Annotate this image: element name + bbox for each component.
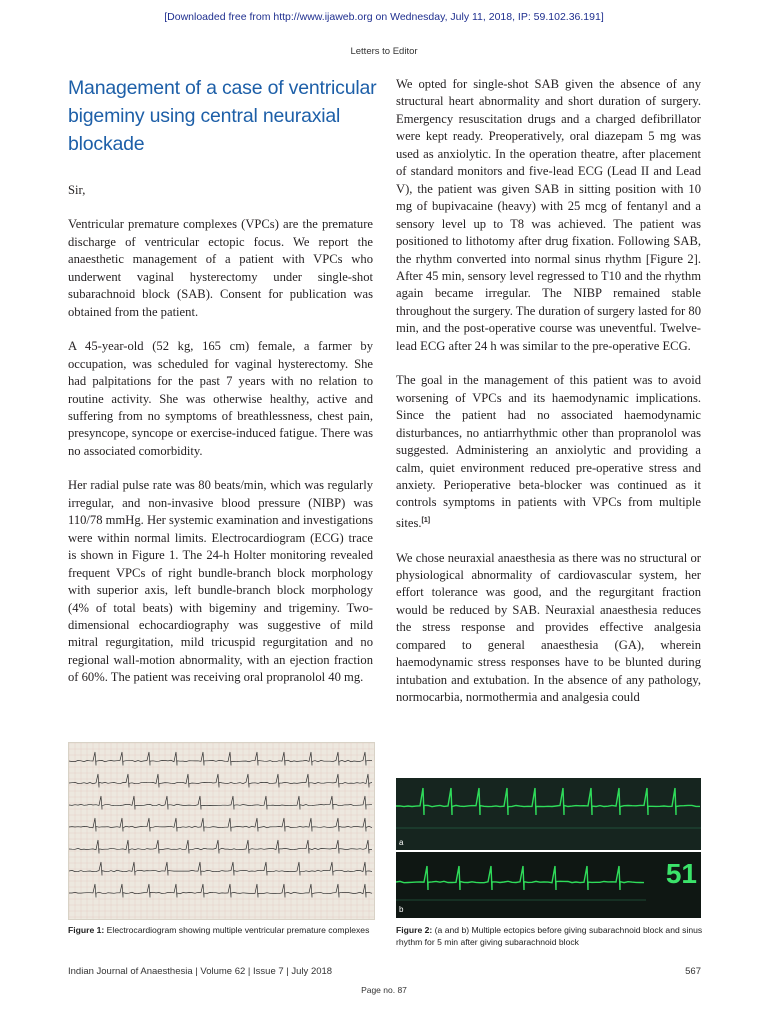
figure-2-caption-label: Figure 2: [396,925,433,935]
ecg-lead-trace [69,862,372,876]
paragraph-management: We opted for single-shot SAB given the absence of any structural heart abnormality and short duration of surgery. Emergency resuscitation drugs and a charged defibrillator were kept ready. Preoperatively, oral diazepam 5 mg was used as anxiolytic. In the operation theatre, after placement of standard monitors and five-lead ECG (Lead II and Lead V), the patient was given SAB in sitting position with 10 mg of bupivacaine (heavy) with 25 mcg of fentanyl and a sensory level up to T8 was achieved. The patient was positioned to lithotomy after drug fixation. Following SAB, the rhythm converted into normal sinus rhythm [Figure 2]. After 45 min, sensory level regressed to T10 and the rhythm again became irregular. The NIBP remained stable throughout the surgery. The duration of surgery lasted for 80 min, and the post-operative course was uneventful. Twelve-lead ECG after 24 h was similar to the pre-operative ECG. [396,77,701,353]
right-column [396,76,701,724]
ecg-lead-trace [69,774,372,788]
ecg-lead-trace [69,796,372,810]
panel-b-label: b [399,905,404,914]
paragraph-exam: Her radial pulse rate was 80 beats/min, which was regularly irregular, and non-invasive blood pressure (NIBP) was 110/78 mmHg. Her systemic examination and investigations were within normal limits. Electrocardiogram (ECG) trace is shown in Figure 1. The 24-h Holter monitoring revealed frequent VPCs of right bundle-branch block morphology with superior axis, left bundle-branch block morphology (4% of total beats) with bigeminy and trigeminy. Two-dimensional echocardiography was suggestive of mild mitral regurgitation, mild tricuspid regurgitation and no regional wall-motion abnormality, with an ejection fraction of 60%. The patient was receiving oral propranolol 40 mg. [68,478,373,685]
monitor-trace-b [396,852,701,918]
download-notice: [Downloaded free from http://www.ijaweb.org on Wednesday, July 11, 2018, IP: 59.102.36.191] [164,11,604,23]
page-number: 567 [685,966,701,977]
page-no-label: Page no. 87 [361,985,407,995]
figure-2a-monitor-image [396,778,701,850]
figure-1-caption-label: Figure 1: [68,925,105,935]
figure-1-caption [68,925,373,937]
paragraph-goal-text: The goal in the management of this patient was to avoid worsening of VPCs and its haemodynamic implications. Since the patient had no associated haemodynamic disturbances, no antiarrhythmic other than propranolol was suggested. Administering an anxiolytic and providing a calm, quiet environment reduced pre-operative stress and anxiety. Perioperative beta-blocker was continued as it controls symptoms in patients with VPCs from multiple sites. [396,373,701,531]
monitor-screen [396,852,701,918]
figure-2b-monitor-image [396,852,701,918]
figure-1-caption-text: Electrocardiogram showing multiple ventricular premature complexes [104,925,370,935]
reference-1[interactable]: [1] [421,516,431,524]
ecg-lead-trace [69,818,372,832]
monitor-trace-a [396,778,701,850]
journal-citation: Indian Journal of Anaesthesia | Volume 62 | Issue 7 | July 2018 [68,966,333,977]
monitor-screen [396,778,701,850]
paragraph-case: A 45-year-old (52 kg, 165 cm) female, a farmer by occupation, was scheduled for vaginal hysterectomy. She had palpitations for the past 7 years with no relation to routine activity. She was otherwise healthy, active and suffering from no symptoms of breathlessness, chest pain, presyncope, syncope or exercise-induced fatigue. There was no associated comorbidity. [68,339,373,458]
paragraph-goal [396,372,701,532]
ecg-lead-trace [69,752,372,766]
paragraph-neuraxial: We chose neuraxial anaesthesia as there was no structural or physiological abnormality of cardiovascular system, her effort tolerance was good, and the regurgitant fraction would be reduced by SAB. Neuraxial anaesthesia reduces the stress response and provides effective analgesia compared to general anaesthesia (GA), wherein haemodynamic stress responses have to be blunted during intubation and extubation. In the absence of any pathology, normocarbia, normothermia and analgesia could [396,550,701,705]
left-column [68,182,373,704]
ecg-lead-trace [69,884,372,898]
ecg-lead-trace [69,840,372,854]
journal-footer [68,966,701,977]
article-title: Management of a case of ventricular bigeminy using central neuraxial blockade [68,77,377,155]
figure-1-ecg-image [68,742,375,920]
salutation: Sir, [68,183,86,197]
paragraph-intro: Ventricular premature complexes (VPCs) are the premature discharge of ventricular ectopic focus. We report the anaesthetic management of a patient with VPCs who underwent vaginal hysterectomy under single-shot subarachnoid block (SAB). Consent for publication was obtained from the patient. [68,217,373,319]
monitor-heart-rate-value: 51 [665,858,697,889]
ecg-paper-graphic [69,743,374,919]
figure-2-caption-text: (a and b) Multiple ectopics before giving subarachnoid block and sinus rhythm for 5 min after giving subarachnoid block [396,925,703,947]
panel-a-label: a [399,838,404,847]
section-label: Letters to Editor [350,46,418,57]
figure-2-caption [396,925,706,948]
